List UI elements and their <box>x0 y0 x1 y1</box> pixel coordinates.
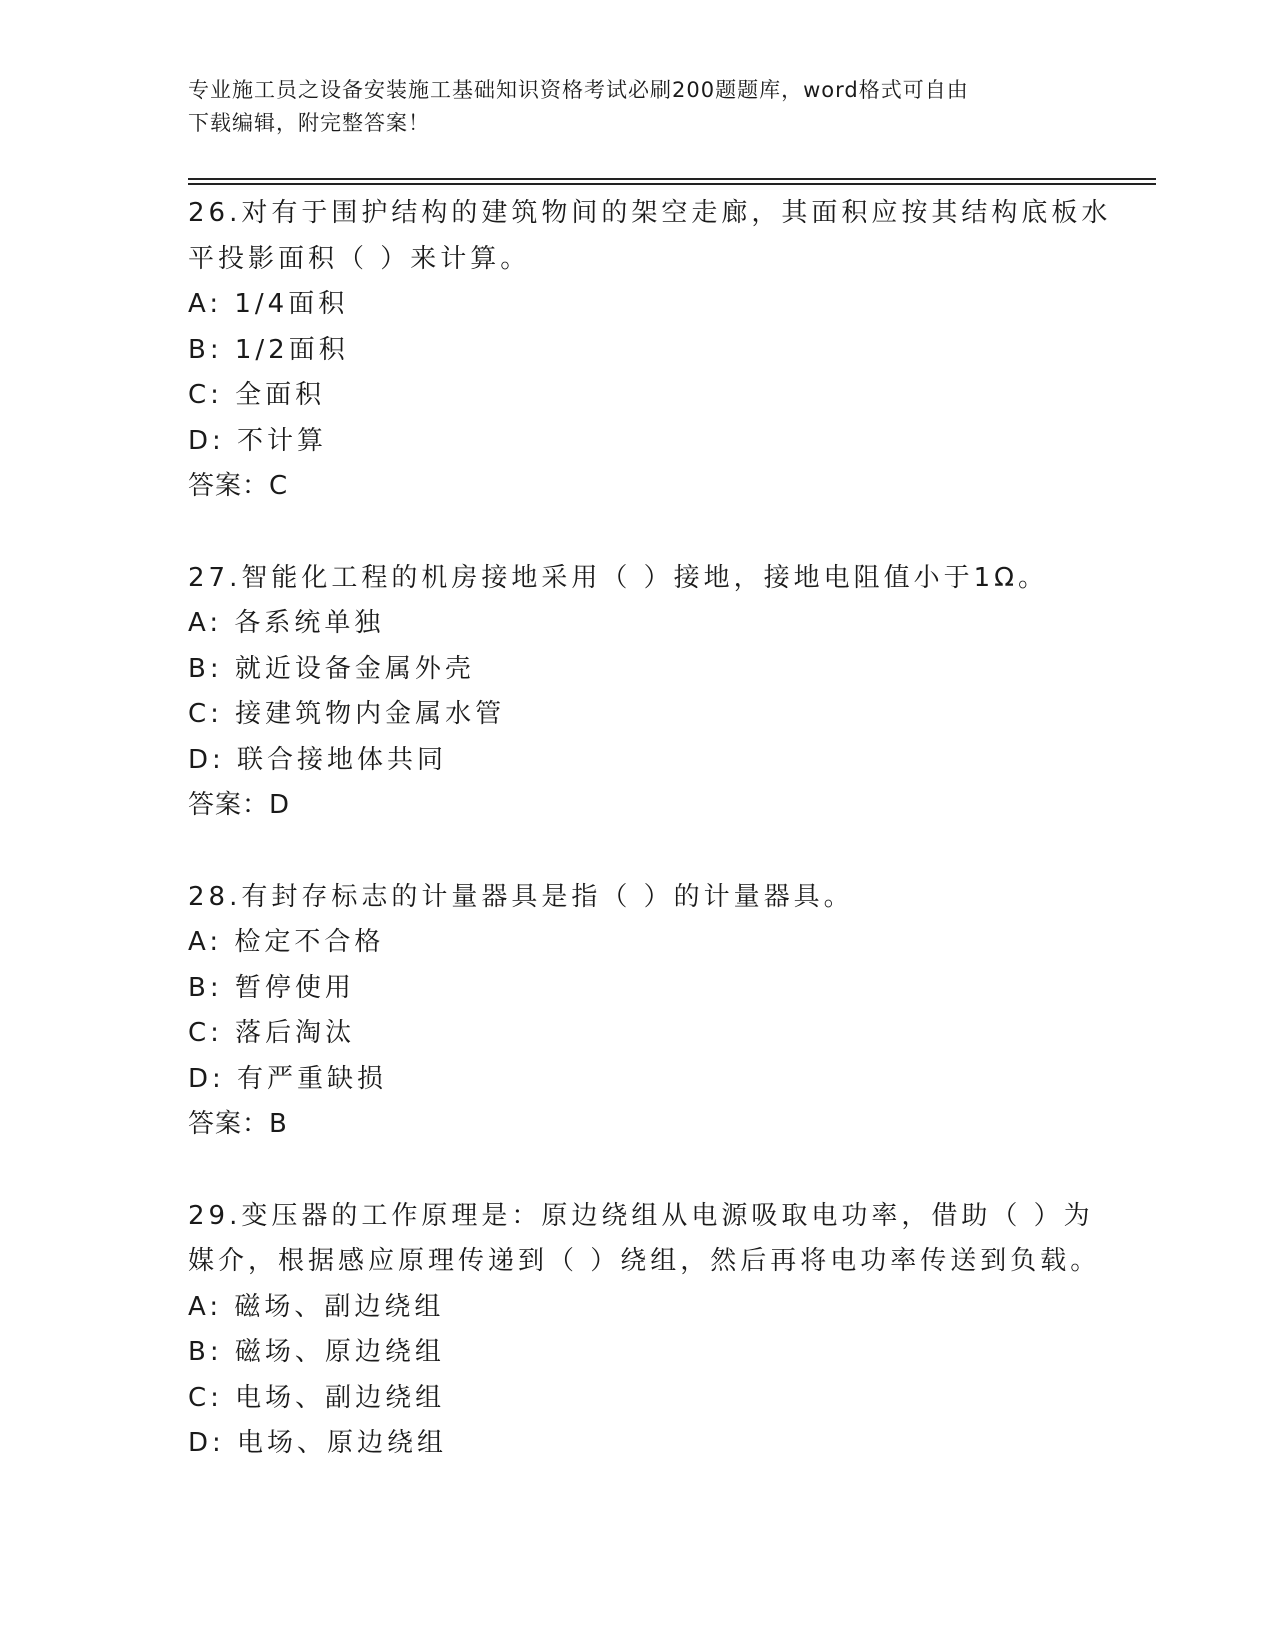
question-26 <box>188 191 1112 510</box>
question-list <box>188 191 1112 1513</box>
option-b: B: 暂停使用 <box>188 972 355 1003</box>
question-stem-line: 27.智能化工程的机房接地采用（ ）接地，接地电阻值小于1Ω。 <box>188 562 1049 593</box>
answer-label: 答案：B <box>188 1109 288 1139</box>
option-d: D: 不计算 <box>188 425 328 456</box>
answer-label: 答案：C <box>188 471 289 501</box>
document-header <box>188 74 1088 140</box>
option-b: B: 1/2面积 <box>188 334 349 365</box>
question-stem-line: 平投影面积（ ）来计算。 <box>188 243 531 274</box>
question-29 <box>188 1194 1101 1467</box>
question-stem-line: 26.对有于围护结构的建筑物间的架空走廊，其面积应按其结构底板水 <box>188 198 1112 228</box>
option-c: C: 电场、副边绕组 <box>188 1382 446 1413</box>
header-divider-bottom <box>188 183 1156 185</box>
question-stem-line: 媒介，根据感应原理传递到（ ）绕组，然后再将电功率传送到负载。 <box>188 1246 1101 1276</box>
option-c: C: 落后淘汰 <box>188 1018 356 1048</box>
option-b: B: 就近设备金属外壳 <box>188 653 475 684</box>
option-a: A: 1/4面积 <box>188 289 349 319</box>
question-stem-line: 29.变压器的工作原理是：原边绕组从电源吸取电功率，借助（ ）为 <box>188 1200 1094 1231</box>
question-28 <box>188 875 1088 1148</box>
option-a: A: 各系统单独 <box>188 608 385 638</box>
option-b: B: 磁场、原边绕组 <box>188 1337 445 1367</box>
answer-label: 答案：D <box>188 790 291 820</box>
question-27 <box>188 556 1088 829</box>
option-d: D: 电场、原边绕组 <box>188 1428 448 1458</box>
option-a: A: 磁场、副边绕组 <box>188 1291 445 1322</box>
question-stem-line: 28.有封存标志的计量器具是指（ ）的计量器具。 <box>188 881 854 912</box>
header-title-line-1: 专业施工员之设备安装施工基础知识资格考试必刷200题题库，word格式可自由 <box>188 78 969 102</box>
option-d: D: 有严重缺损 <box>188 1063 388 1094</box>
option-d: D: 联合接地体共同 <box>188 744 448 775</box>
header-title-line-2: 下载编辑，附完整答案！ <box>188 111 430 135</box>
option-c: C: 接建筑物内金属水管 <box>188 699 506 729</box>
option-c: C: 全面积 <box>188 380 326 410</box>
header-divider-top <box>188 178 1156 180</box>
option-a: A: 检定不合格 <box>188 927 385 957</box>
